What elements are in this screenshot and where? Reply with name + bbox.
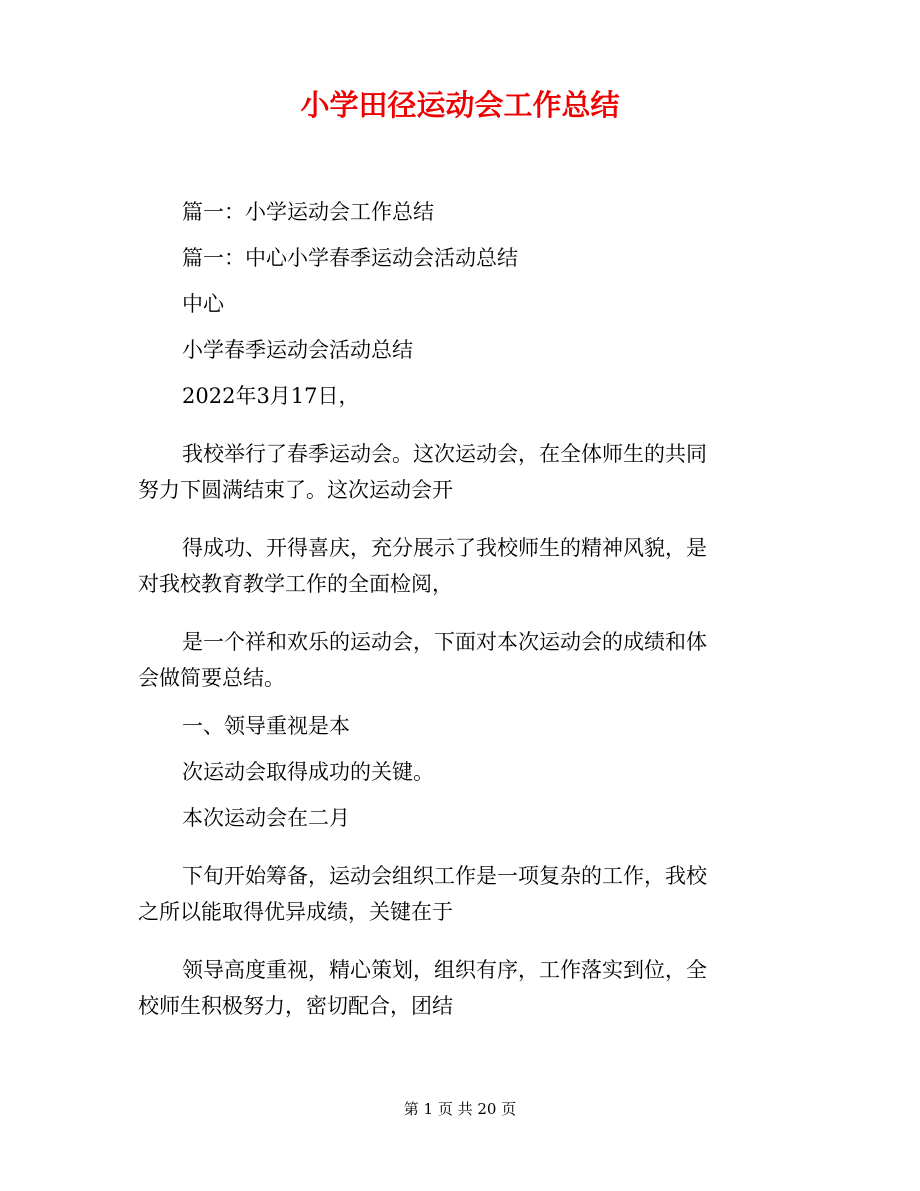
text-line: 我校举行了春季运动会。这次运动会，在全体师生的共同 <box>182 442 707 466</box>
text-line: 下旬开始筹备，运动会组织工作是一项复杂的工作，我校 <box>182 864 707 888</box>
text-line: 篇一：小学运动会工作总结 <box>182 200 434 224</box>
text-line: 得成功、开得喜庆，充分展示了我校师生的精神风貌，是 <box>182 536 707 560</box>
text-line: 篇一：中心小学春季运动会活动总结 <box>182 246 518 270</box>
text-line: 努力下圆满结束了。这次运动会开 <box>138 478 453 502</box>
text-line: 之所以能取得优异成绩，关键在于 <box>138 900 453 924</box>
text-line: 次运动会取得成功的关键。 <box>182 760 434 784</box>
text-line: 校师生积极努力，密切配合，团结 <box>138 994 453 1018</box>
page-footer: 第 1 页 共 20 页 <box>403 1100 517 1118</box>
text-line: 2022年3月17日， <box>182 384 360 408</box>
text-line: 本次运动会在二月 <box>182 806 350 830</box>
text-line: 小学春季运动会活动总结 <box>182 338 413 362</box>
text-line: 会做简要总结。 <box>138 666 285 690</box>
text-line: 中心 <box>182 292 224 316</box>
document-title: 小学田径运动会工作总结 <box>300 88 620 122</box>
text-line: 一、领导重视是本 <box>182 714 350 738</box>
text-line: 领导高度重视，精心策划，组织有序，工作落实到位，全 <box>182 958 707 982</box>
text-line: 是一个祥和欢乐的运动会，下面对本次运动会的成绩和体 <box>182 630 707 654</box>
text-line: 对我校教育教学工作的全面检阅， <box>138 572 453 596</box>
